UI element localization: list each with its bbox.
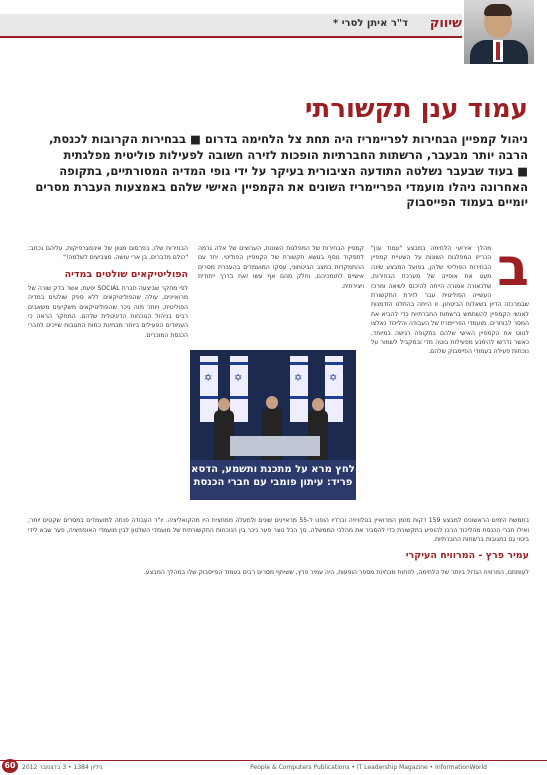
column-left: [28, 244, 188, 494]
column-left-intro: הבחירות שלו, בפרסום מגוון של אינפוגרפיקות, עליהם נכתב: "כולם מדברים, בן ארי עושה. מצביעים לשלמה!": [28, 245, 188, 262]
page-header: [0, 0, 547, 70]
column-left-text: לפי מחקר שביצעה חברת SOCIAL יפעת, אשר בדק שורה של מרואיינים, עולה שהפוליטיקאים ללא ספק שולטים במדיה הפוליטית, ויותר מזה ניכר שהפוליטיקאים משקיעים משאבים רבים בניהול הנוכחות הדיגיטלית שלהם. המחקר הראה כי העמודים הפעילים ביותר מבחינת כמות התגובות שייכים לחברי הכנסת המוכרים.: [28, 284, 188, 339]
column-middle-text: קמפיין הבחירות של המפלגות השונות, הערוצים של אלה גרמה לתפקוד נוסף בנושא תקשורת של הקמפיין הפוליטי. יחד עם ההתמקדות במצב הביטחוני, עסקו המועמדים בהעברת מסרים אישיים לתומכיהם, וחלק מהם אף עשו זאת בדרך ייחודית ויצירתית.: [198, 245, 364, 290]
column-middle: [198, 244, 364, 291]
bottom-tail-text: לעומתם, המרוויח הגדול ביותר של הלחימה, לפחות מבחינת מספר הופעות, היה עמיר פרץ, ששיתף מסרים רבים בעמוד הפייסבוק שלו במהלך המבצע.: [143, 568, 529, 576]
column-right: [371, 238, 529, 357]
subtitle-line-2: ■ בעוד שבעבר נשלטה התודעה הציבורית בעיקר על ידי גופי המדיה המסורתיים, בתקופה האחרונה ניהלו מועמדי הפריימריז השונים את הקמפיין האישי שלהם באמצעות העברת מסרים יומיים בעמוד הפייסבוק: [35, 164, 528, 209]
author-photo: [464, 0, 534, 64]
publication-list: People & Computers Publications • IT Leadership Magazine • InformationWorld: [250, 764, 487, 771]
issue-info: גיליון 1384 • 3 בדצמבר 2012: [22, 764, 103, 771]
author-name: ד"ר איתן לסרי *: [332, 18, 408, 29]
bottom-section: [28, 510, 529, 583]
page-number: 60: [2, 759, 18, 773]
photo-caption: לחץ מרא על מתכנת ותשמע, הדסא פריד: עיתון פומבי עם חברי הכנסת: [190, 460, 356, 500]
subtitle-line-1: ניהול קמפיין הבחירות לפריימריז היה תחת צל הלחימה בדרום ■ בבחירות הקרובות לכנסת, הרבה יותר מבעבר, הרשתות החברתיות הופכות לזירה חשובה לפעילות פוליטית מפלגתית: [49, 132, 528, 162]
drop-cap: ב: [497, 238, 529, 298]
article-subtitle: [18, 132, 528, 212]
column-left-heading: הפוליטיקאים שולטים במדיה: [64, 268, 188, 280]
section-label: שיווק: [429, 16, 462, 31]
page-footer: [0, 760, 547, 775]
column-right-text: מהלך אירועי הלחימה במבצע "עמוד ענן" הכריזו המפלגות השונות על השעיית קמפיין הבחירות הפוליטי שלהן, בפועל המבצע שינה מעט את אופייה של מערכת הבחירות, שלכאורה אמורה הייתה להיכנס לשיאה ומרכז העשייה הפוליטית עבר לזירת התקשורת שבמרכזה הדיון בשאלות הביטחון. זו הייתה בהחלט הזדמנות לאנשי הקמפיין להשתמש ברשתות החברתיות כדי להביא את המסר לבוחרים. מועמדי הפריימריז של העבודה והליכוד נאלצו לנווט את הקמפיין האישי שלהם בתקופה רגישה במיוחד, כאשר נדרשו להימנע מפעילות בוטה מדי ובמקביל לשמור על נוכחות פעילה בעמודי הפייסבוק שלהם.: [371, 245, 529, 356]
bottom-heading: עמיר פרץ - המרוויח העיקרי: [405, 550, 529, 562]
article-title: עמוד ענן תקשורתי: [304, 94, 528, 124]
bottom-text: בחמשת הימים הראשונים למבצע 159 דקות מזמן המרואיין בטלוויזיה וברדיו הופנו ל-55 מראיינים שונים ולמעלה ממחצית היו מהקואליציה. יו"ר העבודה פנתה למועמדים במסרים שקטים יותר, ואילו חברי הכנסת מהליכוד הרבו להופיע בתקשורת כדי להסביר את מהלכי הממשלה. סך הכל נוצר פער ניכר בין הנוכחות התקשורתית של מועמדי השלטון לבין מועמדי האופוזיציה, פער שבא לידי ביטוי גם בתגובות ברשתות החברתיות.: [28, 517, 529, 543]
article-photo: ✡ ✡ ✡ ✡ לחץ מרא על מתכנת ותשמע, הדסא פריד: עיתון פומבי עם חברי הכנסת: [190, 350, 356, 500]
